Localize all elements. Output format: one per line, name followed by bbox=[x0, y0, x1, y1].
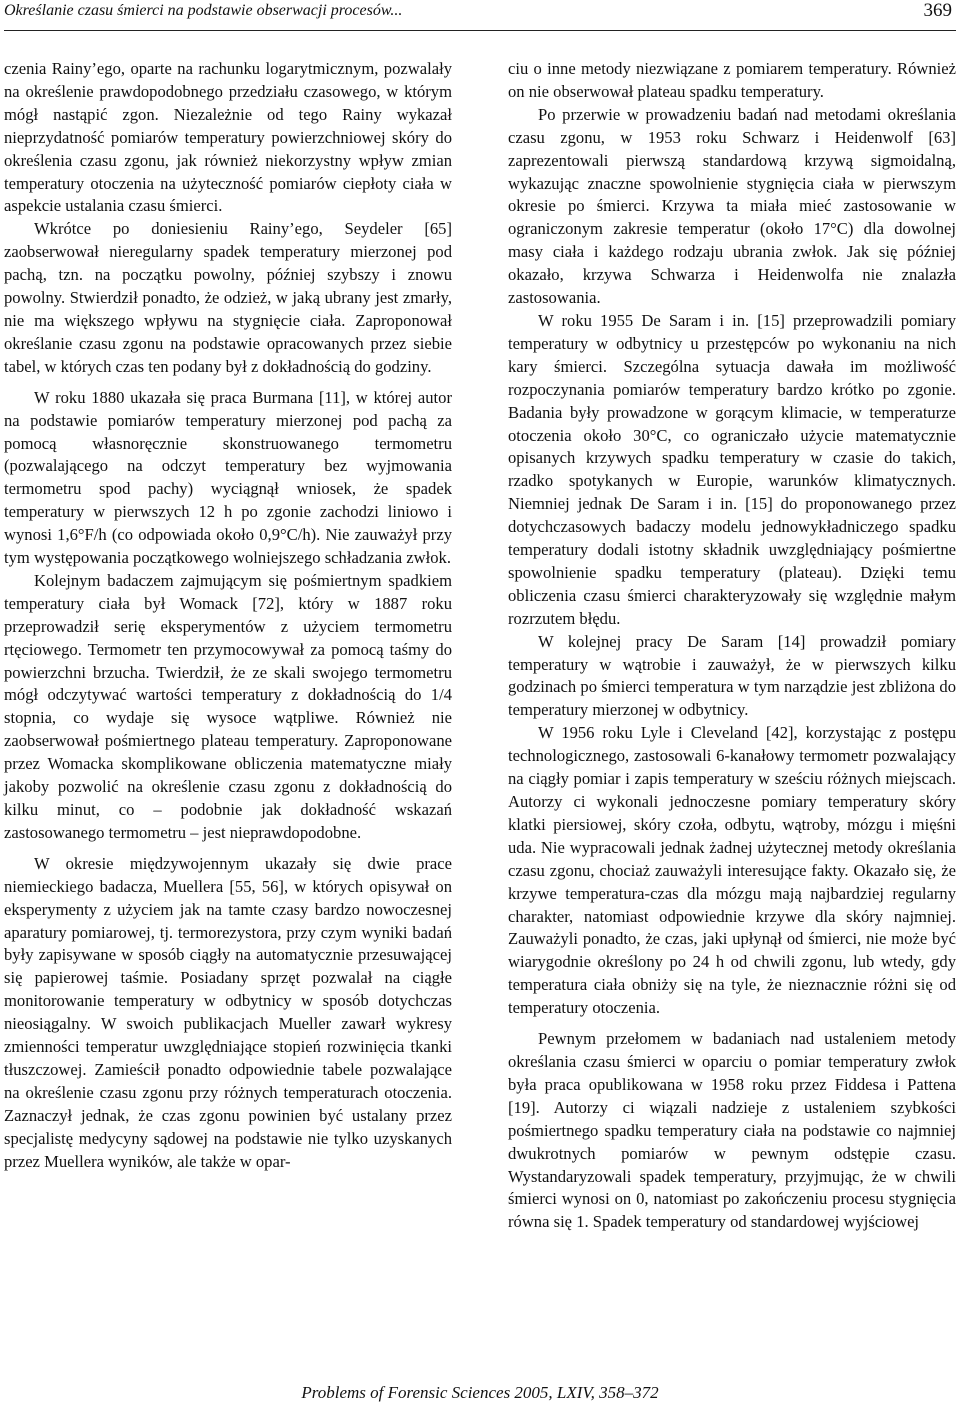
paragraph: W okresie międzywojennym ukazały się dwie prace niemieckiego badacza, Muellera [55, 56], w których opisywał on eksperymenty z użyciem jak na tamte czasy bardzo nowoczesnej aparatury pomiarowej, tj. termorezystora, przy czym wyniki badań były zapisywane w sposób ciągły na automatycznie przesuwającej się papierowej taśmie. Posiadany sprzęt pozwalał na ciągłe monitorowanie temperatury w odbytnicy w sposób dotychczas nieosiągalny. W swoich publikacjach Mueller zawarł wykresy zmienności temperatur uwzględniające stopień rozwinięcia tkanki tłuszczowej. Zamieścił ponadto odpowiednie tabele pozwalające na określenie czasu zgonu przy różnych temperaturach otoczenia. Zaznaczył jednak, że czas zgonu powinien być ustalany przez specjalistę medycyny sądowej na podstawie nie tylko uzyskanych przez Muellera wyników, ale także w opar- bbox=[4, 853, 452, 1171]
right-column bbox=[508, 58, 956, 1234]
paragraph: W roku 1880 ukazała się praca Burmana [11], w której autor na podstawie pomiarów temperatury mierzonej pod pachą za pomocą własnoręcznie skonstruowanego termometru (pozwalającego na odczyt temperatury bez wyjmowania termometru spod pachy) wyciągnął wniosek, że spadek temperatury w pierwszych 12 h po zgonie zachodzi liniowo i wynosi 1,6°F/h (co odpowiada około 0,9°C/h). Nie zauważył przy tym występowania początkowego wolniejszego schładzania zwłok. bbox=[4, 387, 452, 568]
left-column bbox=[4, 58, 452, 1174]
paragraph: Kolejnym badaczem zajmującym się pośmiertnym spadkiem temperatury ciała był Womack [72], który w 1887 roku przeprowadził serię eksperymentów z użyciem termometru rtęciowego. Termometr ten przymocowywał za pomocą taśmy do powierzchni brzucha. Twierdził, że ze skali swojego termometru mógł odczytywać wartości temperatury z dokładnością do 1/4 stopnia, co wydaje się wysoce wątpliwe. Również nie zaobserwował pośmiertnego plateau temperatury. Zaproponowane przez Womacka skomplikowane obliczenia matematyczne miały jakoby pozwolić na określenie czasu zgonu z dokładnością do kilku minut, co – podobnie jak dokładność wskazań zastosowanego termometru – jest nieprawdopodobne. bbox=[4, 570, 452, 842]
paragraph: ciu o inne metody niezwiązane z pomiarem temperatury. Również on nie obserwował plateau spadku temperatury. bbox=[508, 59, 956, 101]
page-header bbox=[4, 0, 956, 31]
paragraph: W kolejnej pracy De Saram [14] prowadził pomiary temperatury w wątrobie i zauważył, że w pierwszych kilku godzinach po śmierci temperatura w tym narządzie jest zbliżona do temperatury mierzonej w odbytnicy. bbox=[508, 631, 956, 720]
paragraph: Po przerwie w prowadzeniu badań nad metodami określania czasu zgonu, w 1953 roku Schwarz i Heidenwolf [63] zaprezentowali pierwszą standardową krzywą sigmoidalną, wykazując znaczne spowolnienie stygnięcia ciała w pierwszym okresie po śmierci. Krzywa ta miała mieć zastosowanie w ograniczonym zakresie temperatur (około 17°C) dla dowolnej masy ciała i każdego rodzaju ubrania zwłok. Jak się później okazało, krzywa Schwarza i Heidenwolfa nie znalazła zastosowania. bbox=[508, 104, 956, 308]
paragraph: W roku 1955 De Saram i in. [15] przeprowadzili pomiary temperatury w odbytnicy u przestępców po wykonaniu na nich kary śmierci. Szczególna sytuacja dawała im możliwość rozpoczynania pomiarów temperatury bardzo krótko po zgonie. Badania były prowadzone w gorącym klimacie, w temperaturze otoczenia około 30°C, co ograniczało użycie matematycznie opisanych krzywych spadku temperatury w czasie do takich, rzadko spotykanych w Europie, warunków klimatycznych. Niemniej jednak De Saram i in. [15] do proponowanego przez dotychczasowych badaczy modelu jednowykładniczego spadku temperatury dodali istotny składnik uwzględniający pośmiertne spowolnienie spadku temperatury (plateau). Dzięki temu obliczenia czasu śmierci charakteryzowały się względnie małym rozrzutem błędu. bbox=[508, 310, 956, 628]
journal-footer: Problems of Forensic Sciences 2005, LXIV, 358–372 bbox=[301, 1383, 659, 1402]
page-number: 369 bbox=[923, 0, 952, 21]
paragraph: Wkrótce po doniesieniu Rainy’ego, Seydeler [65] zaobserwował nieregularny spadek temperatury mierzonej pod pachą, tzn. na początku powolny, później szybszy i znowu powolny. Stwierdził ponadto, że odzież, w jaką ubrany jest zmarły, nie ma większego wpływu na stygnięcie ciała. Zaproponował określanie czasu zgonu na podstawie opracowanych przez siebie tabel, w których czas ten podany był z dokładnością do godziny. bbox=[4, 219, 452, 376]
paragraph: Pewnym przełomem w badaniach nad ustaleniem metody określania czasu śmierci w oparciu o pomiar temperatury zwłok była praca opublikowana w 1958 roku przez Fiddesa i Pattena [19]. Autorzy ci wiązali nadzieje z ustaleniem szybkości pośmiertnego spadku temperatury ciała na podstawie co najmniej dwukrotnych pomiarów w pewnym odstępie czasu. Wystandaryzowali spadek temperatury, przyjmując, że w chwili śmierci wynosi on 0, natomiast po zakończeniu procesu stygnięcia równa się 1. Spadek temperatury od standardowej wyjściowej bbox=[508, 1029, 956, 1232]
paragraph: W 1956 roku Lyle i Cleveland [42], korzystając z postępu technologicznego, zastosowali 6-kanałowy termometr pozwalający na ciągły pomiar i zapis temperatury w sześciu różnych miejscach. Autorzy ci wykonali jednoczesne pomiary temperatury skóry klatki piersiowej, skóry czoła, odbytu, wątroby, mózgu i mięśni uda. Nie wypracowali jednak żadnej użytecznej metody określania czasu zgonu, chociaż zauważyli interesujące fakty. Okazało się, że krzywe temperatura-czas dla mózgu mają najbardziej regularny charakter, natomiast odpowiednie krzywe dla skóry najmniej. Zauważyli ponadto, że czas, jaki upłynął od śmierci, nie może być wiarygodnie określony po 24 h od chwili zgonu, lub wtedy, gdy temperatura ciała obniży się na tyle, że nieznacznie różni się od temperatury otoczenia. bbox=[508, 723, 956, 1018]
running-title: Określanie czasu śmierci na podstawie obserwacji procesów... bbox=[4, 2, 403, 19]
paragraph: czenia Rainy’ego, oparte na rachunku logarytmicznym, pozwalały na określenie prawdopodobnego przedziału czasowego, w którym mógł nastąpić zgon. Niezależnie od tego Rainy wykazał nieprzydatność pomiarów temperatury powierzchniowej skóry do określenia czasu zgonu, jak również niekorzystny wpływ zmian temperatury otoczenia na użyteczność pomiarów ciepłoty ciała w aspekcie ustalania czasu śmierci. bbox=[4, 59, 452, 216]
